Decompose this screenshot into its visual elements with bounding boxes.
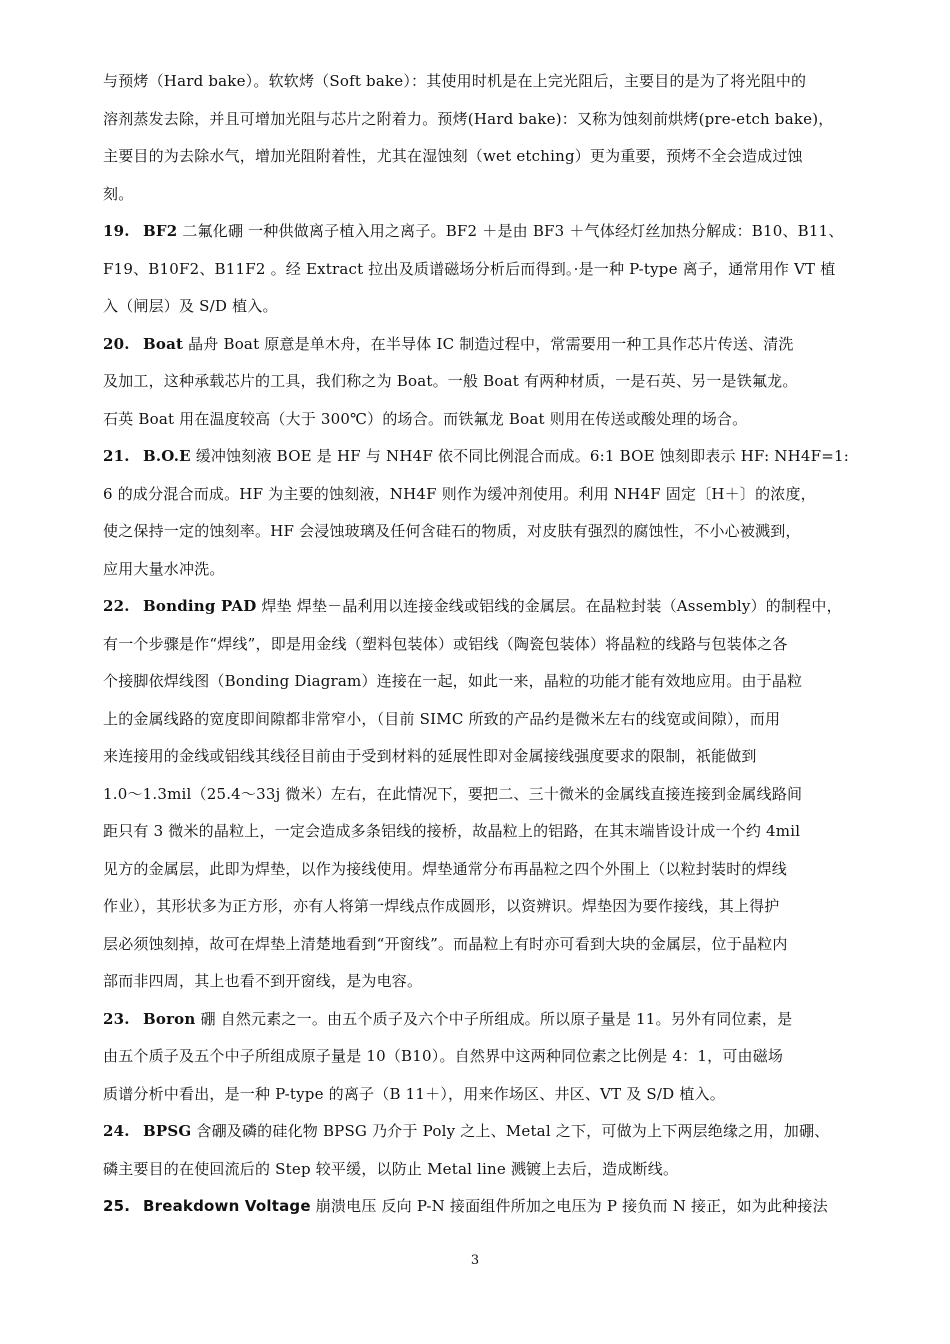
entry-definition: 上的金属线路的宽度即间隙都非常窄小，（目前 SIMC 所致的产品约是微米左右的线宽或间隙），而用: [103, 709, 781, 728]
entry-definition: 来连接用的金线或铝线其线径目前由于受到材料的延展性即对金属接线强度要求的限制，祇能做到: [103, 747, 757, 765]
entry-definition: 硼 自然元素之一。由五个质子及六个中子所组成。所以原子量是 11。另外有同位素，是: [200, 1009, 793, 1028]
text-line: [103, 408, 850, 430]
text-line: [103, 708, 850, 730]
entry-definition: 有一个步骤是作“焊线”，即是用金线（塑料包装体）或铝线（陶瓷包装体）将晶粒的线路与包装体之各: [103, 634, 788, 653]
text-line: [103, 970, 850, 992]
text-line: [103, 295, 850, 317]
text-line: [103, 520, 850, 542]
text-line: [103, 820, 850, 842]
entry-heading-line: [103, 1195, 850, 1217]
entry-definition: 焊垫 焊垫－晶利用以连接金线或铝线的金属层。在晶粒封装（Assembly）的制程中，: [261, 597, 842, 615]
entry-definition: 质谱分析中看出，是一种 P-type 的离子（B 11＋），用来作场区、井区、VT 及 S/D 植入。: [103, 1084, 725, 1103]
entry-heading-line: [103, 445, 850, 467]
entry-definition: F19、B10F2、B11F2 。经 Extract 拉出及质谱磁场分析后而得到。·是一种 P-type 离子，通常用作 VT 植: [103, 259, 836, 278]
entry-term: BPSG: [143, 1122, 192, 1140]
entry-term: B.O.E: [143, 447, 191, 465]
entry-heading-line: [103, 220, 850, 242]
entry-definition: 及加工，这种承载芯片的工具，我们称之为 Boat。一般 Boat 有两种材质，一是石英、另一是铁氟龙。: [103, 372, 798, 390]
entry-definition: 二氟化硼 一种供做离子植入用之离子。BF2 ＋是由 BF3 ＋气体经灯丝加热分解成：B10、B11、: [182, 222, 844, 240]
text-line-content: 刻。: [103, 184, 134, 203]
text-line: [103, 108, 850, 130]
text-line-content: 与预烤（Hard bake）。软软烤（Soft bake）：其使用时机是在上完光阻后，主要目的是为了将光阻中的: [103, 72, 807, 90]
entry-definition: 含硼及磷的硅化物 BPSG 乃介于 Poly 之上、Metal 之下，可做为上下两层绝缘之用，加硼、: [196, 1122, 830, 1140]
text-line: [103, 933, 850, 955]
text-line: [103, 895, 850, 917]
entry-heading-line: [103, 1008, 850, 1030]
text-line: [103, 1158, 850, 1180]
entry-number: 24.: [103, 1122, 130, 1140]
text-line-content: 主要目的为去除水气，增加光阻附着性，尤其在湿蚀刻（wet etching）更为重要，预烤不全会造成过蚀: [103, 147, 803, 165]
entry-definition: 应用大量水冲洗。: [103, 559, 225, 578]
entry-definition: 6 的成分混合而成。HF 为主要的蚀刻液，NH4F 则作为缓冲剂使用。利用 NH4F 固定〔H＋〕的浓度，: [103, 484, 816, 503]
entry-definition: 1.0～1.3mil（25.4～33j 微米）左右，在此情况下，要把二、三十微米的金属线直接连接到金属线路间: [103, 784, 803, 803]
entry-definition: 距只有 3 微米的晶粒上，一定会造成多条铝线的接桥，故晶粒上的铝路，在其末端皆设计成一个约 4mil: [103, 822, 801, 840]
entry-heading-line: [103, 595, 850, 617]
entry-number: 21.: [103, 447, 130, 465]
entry-term: Bonding PAD: [143, 597, 257, 615]
entry-definition: 见方的金属层，此即为焊垫，以作为接线使用。焊垫通常分布再晶粒之四个外围上（以粒封装时的焊线: [103, 859, 788, 878]
entry-definition: 磷主要目的在使回流后的 Step 较平缓，以防止 Metal line 溅镀上去后，造成断线。: [103, 1159, 679, 1178]
entry-definition: 缓冲蚀刻液 BOE 是 HF 与 NH4F 依不同比例混合而成。6:1 BOE 蚀刻即表示 HF: NH4F=1:: [195, 447, 850, 465]
entry-definition: 石英 Boat 用在温度较高（大于 300℃）的场合。而铁氟龙 Boat 则用在传送或酸处理的场合。: [103, 409, 748, 428]
text-line: [103, 145, 850, 167]
entry-definition: 晶舟 Boat 原意是单木舟，在半导体 IC 制造过程中，常需要用一种工具作芯片传送、清洗: [188, 334, 794, 353]
entry-definition: 崩溃电压 反向 P-N 接面组件所加之电压为 P 接负而 N 接正，如为此种接法: [315, 1197, 828, 1215]
entry-definition: 层必须蚀刻掉，故可在焊垫上清楚地看到“开窗线”。而晶粒上有时亦可看到大块的金属层，位于晶粒内: [103, 934, 788, 953]
entry-definition: 入（闸层）及 S/D 植入。: [103, 297, 278, 315]
entry-definition: 由五个质子及五个中子所组成原子量是 10（B10）。自然界中这两种同位素之比例是 4：1，可由磁场: [103, 1047, 784, 1065]
text-line: [103, 1045, 850, 1067]
text-line: [103, 370, 850, 392]
text-line: [103, 183, 850, 205]
entry-number: 22.: [103, 597, 130, 615]
entry-definition: 个接脚依焊线图（Bonding Diagram）连接在一起，如此一来，晶粒的功能才能有效地应用。由于晶粒: [103, 672, 803, 690]
text-line: [103, 783, 850, 805]
entry-term: Boat: [143, 334, 184, 353]
entry-number: 19.: [103, 222, 130, 240]
text-line-content: 溶剂蒸发去除，并且可增加光阻与芯片之附着力。预烤(Hard bake)：又称为蚀刻前烘烤(pre-etch bake)，: [103, 109, 834, 128]
text-line: [103, 558, 850, 580]
text-line: [103, 858, 850, 880]
entry-term: BF2: [143, 222, 178, 240]
entry-definition: 作业），其形状多为正方形，亦有人将第一焊线点作成圆形，以资辨识。焊垫因为要作接线，其上得护: [103, 897, 780, 915]
text-line: [103, 1083, 850, 1105]
entry-number: 23.: [103, 1009, 130, 1028]
entry-heading-line: [103, 1120, 850, 1142]
text-line: [103, 633, 850, 655]
entry-number: 20.: [103, 334, 130, 353]
entry-definition: 使之保持一定的蚀刻率。HF 会浸蚀玻璃及任何含硅石的物质，对皮肤有强烈的腐蚀性，不小心被溅到，: [103, 522, 801, 540]
entry-heading-line: [103, 333, 850, 355]
entry-term: Breakdown Voltage: [143, 1197, 311, 1215]
text-line: [103, 670, 850, 692]
text-line: [103, 745, 850, 767]
page-number: 3: [470, 1253, 480, 1268]
text-line: [103, 70, 850, 92]
text-line: [103, 258, 850, 280]
text-line: [103, 483, 850, 505]
entry-term: Boron: [143, 1009, 196, 1028]
entry-definition: 部而非四周，其上也看不到开窗线，是为电容。: [103, 972, 423, 990]
entry-number: 25.: [103, 1197, 131, 1215]
